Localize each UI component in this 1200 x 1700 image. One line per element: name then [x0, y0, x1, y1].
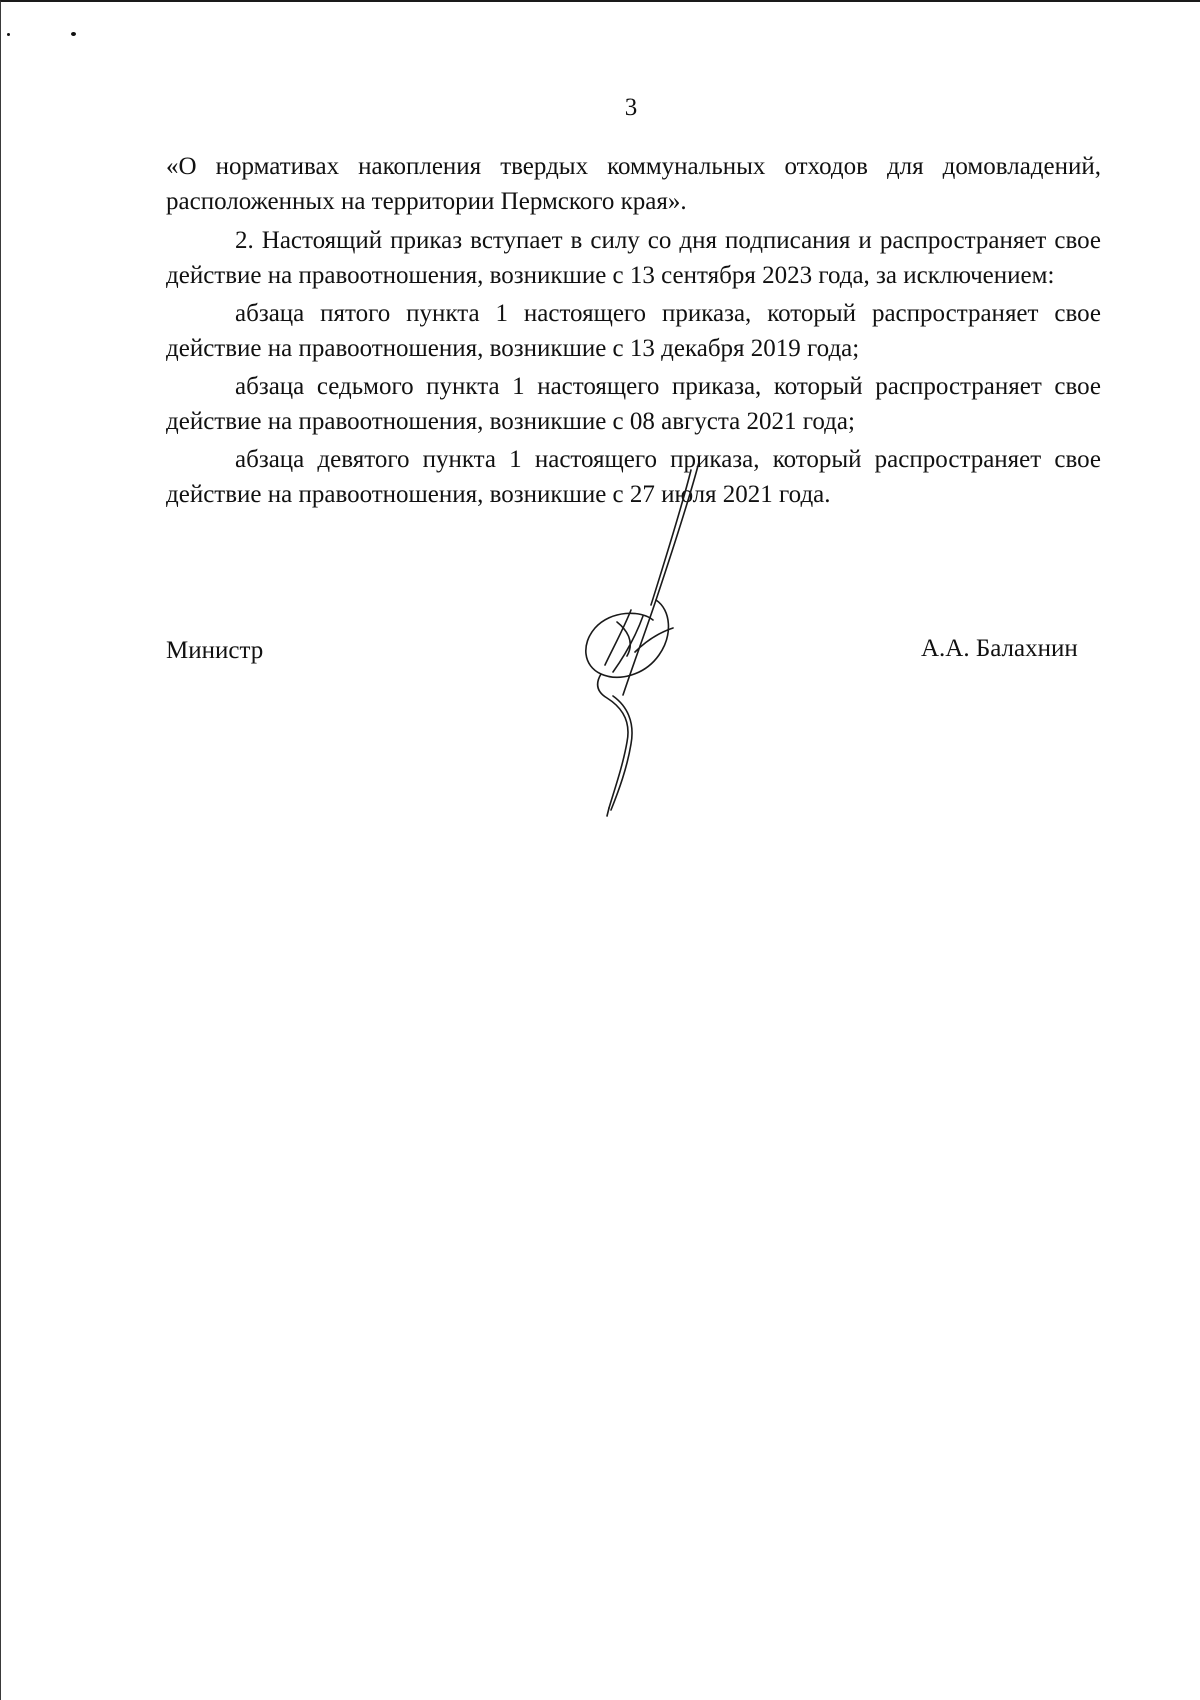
paragraph-exception-seventh: абзаца седьмого пункта 1 настоящего приказа, который распространяет свое действие на правоотношения, возникшие с 08 августа 2021 года; [166, 373, 1101, 435]
paragraph-effective-date: 2. Настоящий приказ вступает в силу со дня подписания и распространяет свое действие на правоотношения, возникшие с 13 сентября 2023 года, за исключением: [166, 227, 1101, 289]
paragraph-continuation: «О нормативах накопления твердых коммунальных отходов для домовладений, расположенных на территории Пермского края». [166, 153, 1101, 215]
signatory-name: А.А. Балахнин [921, 635, 1078, 662]
paragraph-exception-fifth: абзаца пятого пункта 1 настоящего приказа, который распространяет свое действие на правоотношения, возникшие с 13 декабря 2019 года; [166, 300, 1101, 362]
document-body [166, 149, 1101, 512]
signatory-position: Министр [166, 637, 264, 664]
scan-dot-mark [71, 32, 76, 36]
page-number: 3 [624, 94, 638, 121]
scan-dot-mark [7, 33, 10, 36]
handwritten-signature [561, 460, 711, 820]
paragraph-exception-ninth: абзаца девятого пункта 1 настоящего приказа, который распространяет свое действие на правоотношения, возникшие с 27 июля 2021 года. [166, 446, 1101, 508]
